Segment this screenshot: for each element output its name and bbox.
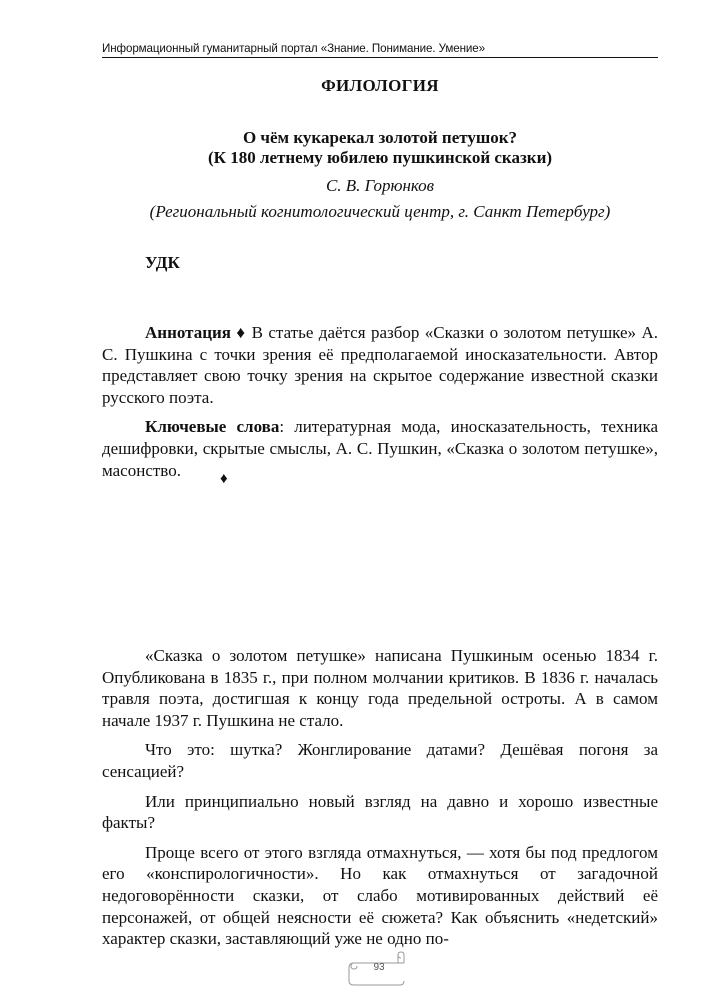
- abstract-text: В статье даётся разбор «Сказки о золотом петушке» А. С. Пушкина с точки зрения её предполагаемой иносказательности. Автор представляет свою точку зрения на скрытое содержание известной сказки русского поэта.: [102, 323, 658, 407]
- article-body: [102, 645, 658, 958]
- body-paragraph-3: Или принципиально новый взгляд на давно и хорошо известные факты?: [102, 791, 658, 833]
- section-title: ФИЛОЛОГИЯ: [321, 76, 439, 95]
- article-author: С. В. Горюнков: [325, 176, 435, 195]
- udk-label: УДК: [145, 253, 180, 272]
- portal-header: [102, 42, 658, 58]
- abstract-paragraph: [102, 322, 658, 408]
- body-paragraph-1: «Сказка о золотом петушке» написана Пушкиным осенью 1834 г. Опубликована в 1835 г., при полном молчании критиков. В 1836 г. началась травля поэта, достигшая к концу года предельной остроты. А в самом начале 1937 г. Пушкина не стало.: [102, 646, 658, 730]
- page-number: 93: [373, 962, 385, 973]
- keywords-paragraph: [102, 416, 658, 481]
- article-title-line-1: О чём кукарекал золотой петушок?: [242, 128, 518, 147]
- separator-diamond: ♦: [220, 471, 228, 487]
- abstract-block: [102, 322, 658, 489]
- article-affiliation: (Региональный когнитологический центр, г. Санкт Петербург): [149, 202, 611, 221]
- body-paragraph-4: Проще всего от этого взгляда отмахнуться, — хотя бы под предлогом его «конспирологичности». Но как отмахнуться от загадочной недоговорённости сказки, от слабо мотивированных действий её персонажей, от общей неясности её сюжета? Как объяснить «недетский» характер сказки, заставляющий уже не одно по-: [102, 842, 658, 949]
- portal-header-text: Информационный гуманитарный портал «Знание. Понимание. Умение»: [102, 42, 485, 55]
- keywords-text: : литературная мода, иносказательность, техника дешифровки, скрытые смыслы, А. С. Пушкин, «Сказка о золотом петушке», масонство.: [102, 417, 658, 480]
- body-paragraph-2: Что это: шутка? Жонглирование датами? Дешёвая погоня за сенсацией?: [102, 740, 658, 781]
- abstract-label: Аннотация ♦: [145, 323, 247, 342]
- article-title: [102, 128, 658, 168]
- keywords-label: Ключевые слова: [145, 417, 280, 437]
- article-title-line-2: (К 180 летнему юбилею пушкинской сказки): [207, 148, 553, 167]
